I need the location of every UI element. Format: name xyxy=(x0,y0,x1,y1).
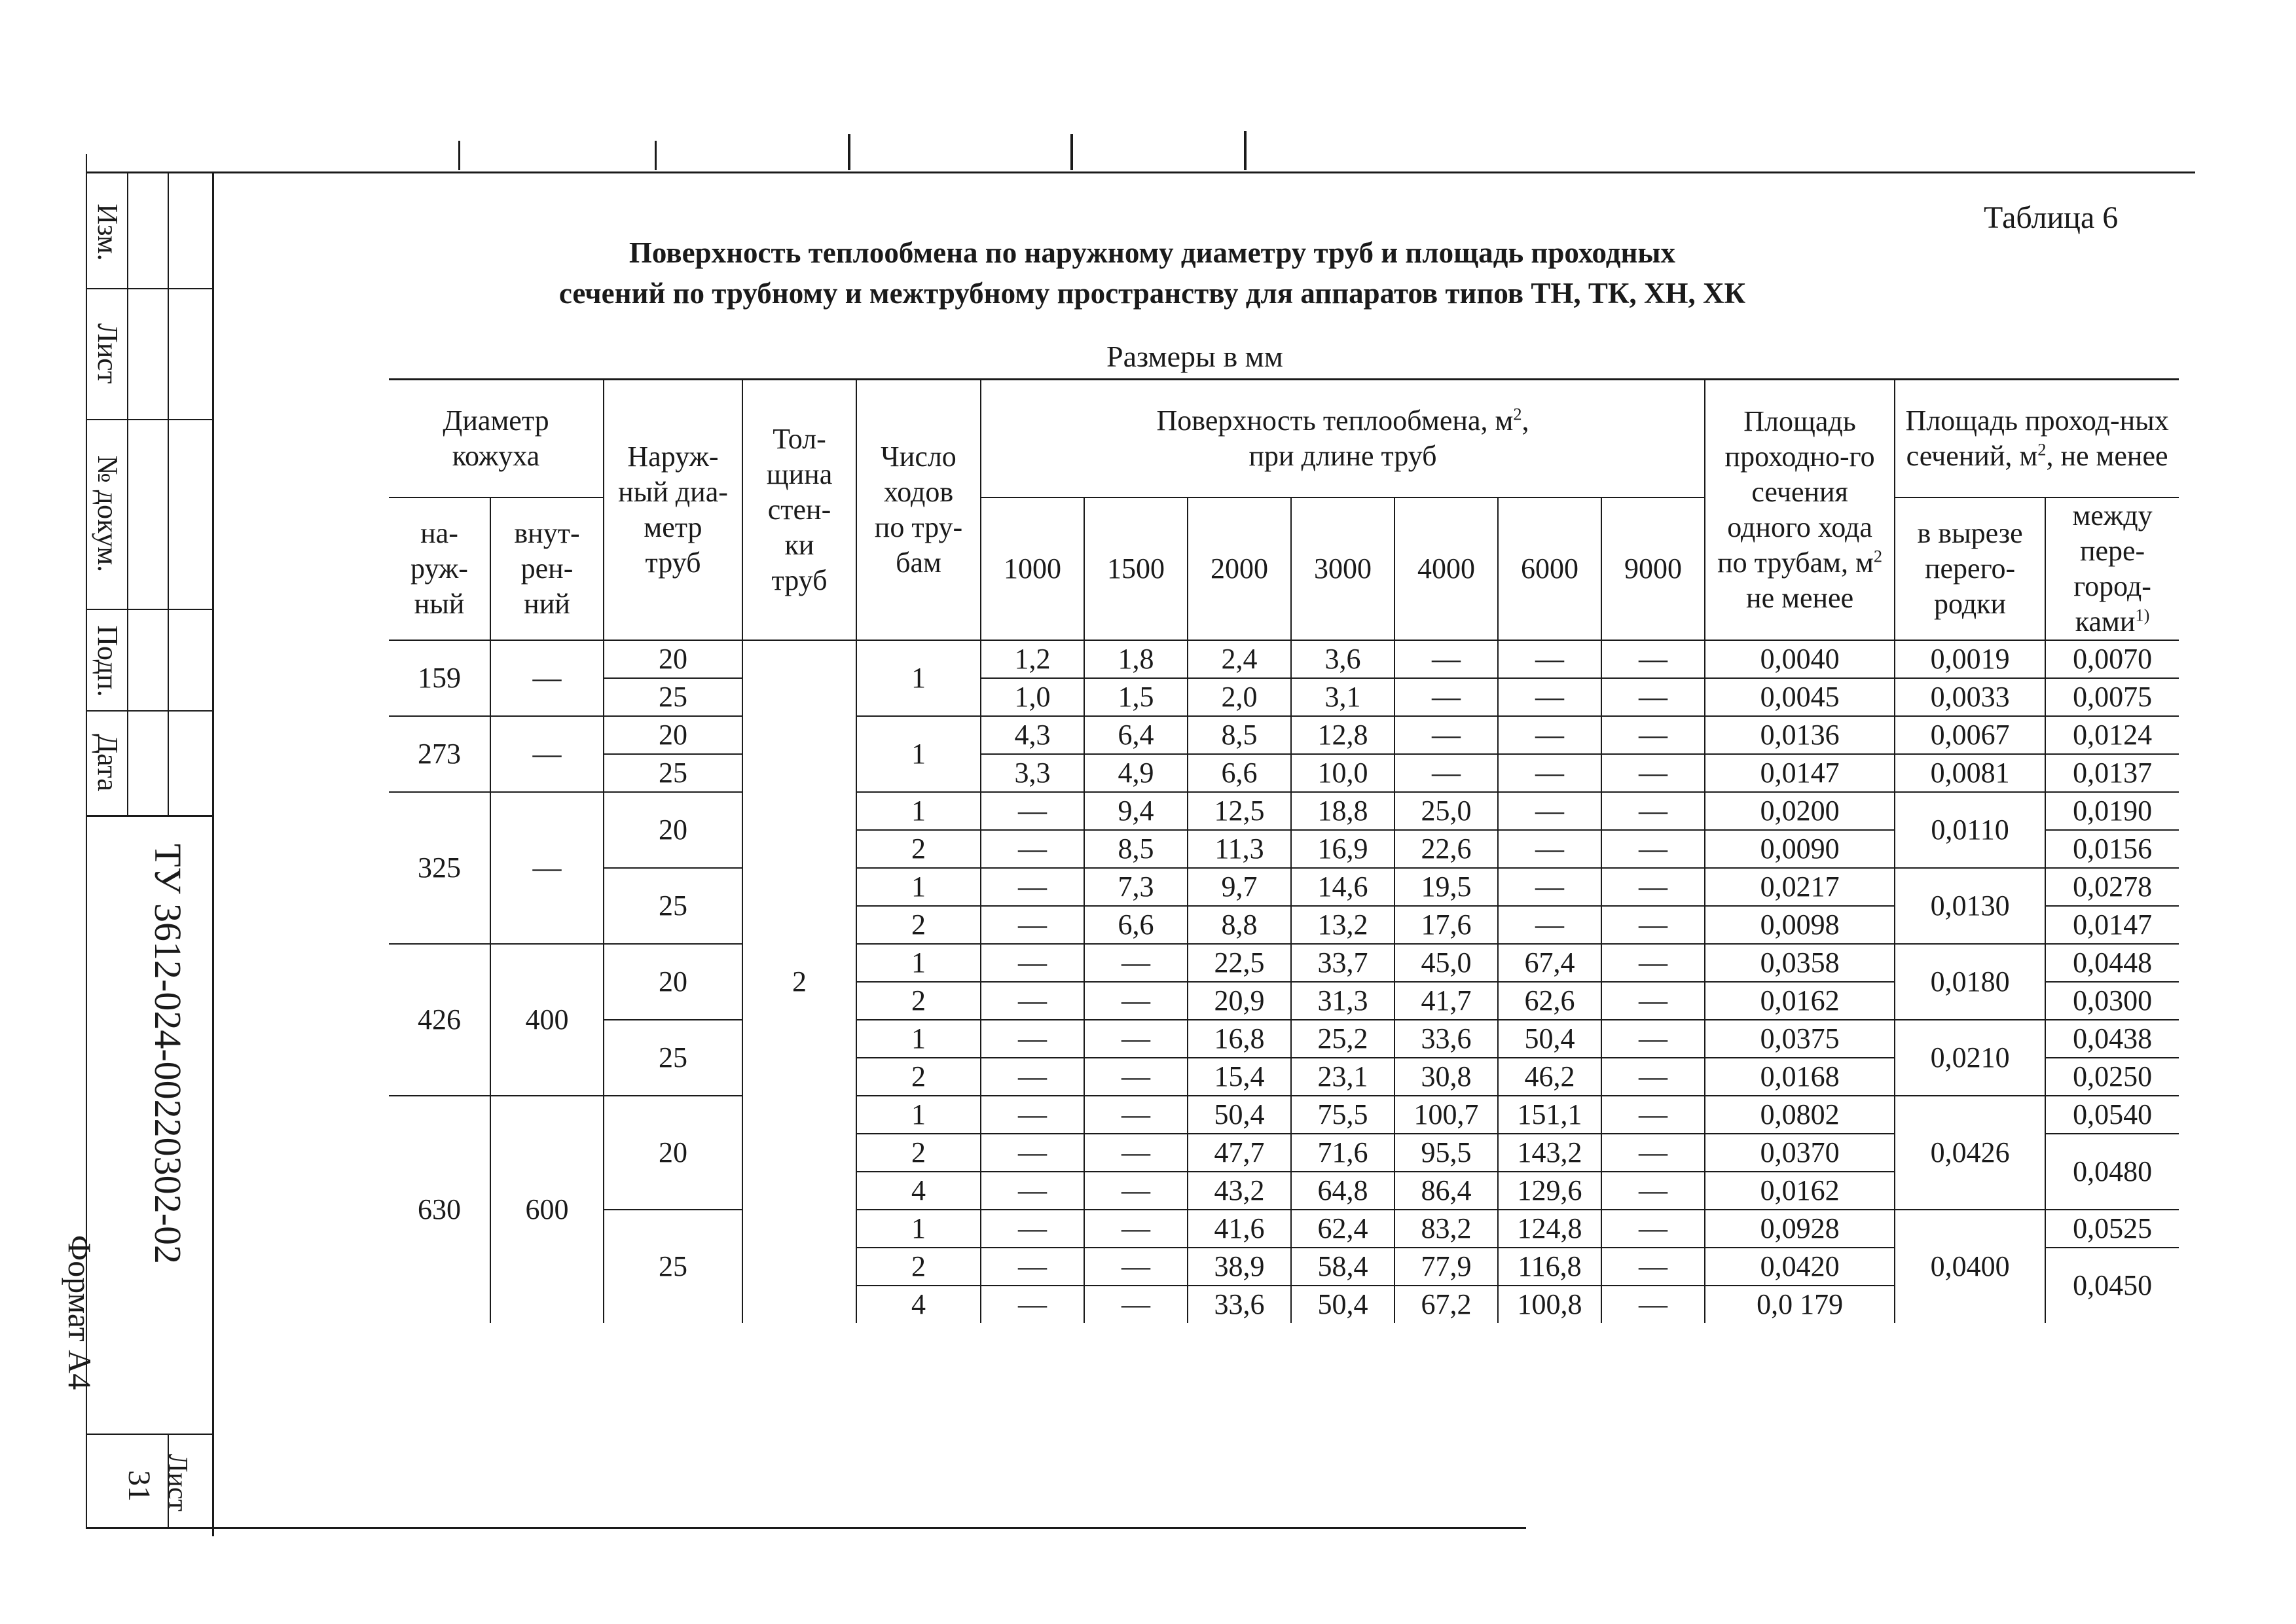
cell-one-pass: 0,0045 xyxy=(1705,678,1895,716)
table-row xyxy=(389,678,2179,716)
cell-inner: 400 xyxy=(490,944,604,1096)
cell-l3000: 16,9 xyxy=(1291,830,1394,868)
cell-between: 0,0124 xyxy=(2045,716,2179,754)
cell-passes: 1 xyxy=(856,716,981,792)
header-length-4000: 4000 xyxy=(1394,497,1498,640)
cell-l6000: — xyxy=(1498,830,1601,868)
cell-one-pass: 0,0136 xyxy=(1705,716,1895,754)
cell-l2000: 9,7 xyxy=(1188,868,1291,906)
cell-l9000: — xyxy=(1601,906,1705,944)
cell-passes: 2 xyxy=(856,1058,981,1096)
cell-wall-thickness: 2 xyxy=(742,640,856,1323)
table-row xyxy=(389,640,2179,678)
top-tick xyxy=(1244,131,1247,170)
cell-l9000: — xyxy=(1601,716,1705,754)
header-inner: внут-рен-ний xyxy=(490,497,604,640)
cell-passes: 1 xyxy=(856,1096,981,1134)
header-surface-line2: при длине труб xyxy=(1248,439,1437,472)
table-row xyxy=(389,1096,2179,1134)
cell-l9000: — xyxy=(1601,944,1705,982)
cell-l6000: — xyxy=(1498,754,1601,792)
format-label: Формат А4 xyxy=(62,1235,98,1390)
stamp-col-line xyxy=(168,171,169,816)
top-tick xyxy=(458,141,460,170)
cell-passes: 2 xyxy=(856,830,981,868)
cell-l3000: 50,4 xyxy=(1291,1286,1394,1323)
cell-inner: — xyxy=(490,640,604,716)
header-surface-suffix: , xyxy=(1522,404,1529,437)
cell-passes: 4 xyxy=(856,1172,981,1210)
header-length-1000: 1000 xyxy=(981,497,1084,640)
table-row xyxy=(389,754,2179,792)
cell-between: 0,0480 xyxy=(2045,1134,2179,1210)
header-one-pass-area-text: Площадь проходно-го сечения одного хода по трубам, м xyxy=(1717,405,1875,579)
document-code: ТУ 3612-024-00220302-02 xyxy=(147,844,189,1264)
cell-l6000: — xyxy=(1498,716,1601,754)
sheet-number: 31 xyxy=(122,1470,156,1502)
cell-between: 0,0300 xyxy=(2045,982,2179,1020)
cell-passes: 2 xyxy=(856,1248,981,1286)
cell-in-cut: 0,0067 xyxy=(1895,716,2045,754)
cell-between: 0,0147 xyxy=(2045,906,2179,944)
cell-l6000: 116,8 xyxy=(1498,1248,1601,1286)
cell-l2000: 16,8 xyxy=(1188,1020,1291,1058)
stamp-change-label: Изм. xyxy=(92,204,124,261)
cell-l9000: — xyxy=(1601,830,1705,868)
cell-passes: 1 xyxy=(856,1210,981,1248)
title-line-1: Поверхность теплообмена по наружному диаметру труб и площадь проходных xyxy=(629,236,1676,269)
cell-l3000: 12,8 xyxy=(1291,716,1394,754)
cell-l4000: — xyxy=(1394,716,1498,754)
header-surface-sup: 2 xyxy=(1513,404,1522,424)
cell-l3000: 64,8 xyxy=(1291,1172,1394,1210)
cell-l2000: 8,5 xyxy=(1188,716,1291,754)
table-number: Таблица 6 xyxy=(1984,200,2119,235)
cell-l9000: — xyxy=(1601,678,1705,716)
cell-in-cut: 0,0081 xyxy=(1895,754,2045,792)
cell-l1000: 1,2 xyxy=(981,640,1084,678)
cell-l9000: — xyxy=(1601,1096,1705,1134)
cell-l9000: — xyxy=(1601,792,1705,830)
cell-between: 0,0137 xyxy=(2045,754,2179,792)
header-between xyxy=(2045,497,2179,640)
top-tick xyxy=(1070,134,1073,170)
header-length-9000: 9000 xyxy=(1601,497,1705,640)
header-between-text: между пере-город-ками xyxy=(2072,499,2153,638)
cell-l1500: — xyxy=(1084,1172,1188,1210)
cell-in-cut: 0,0400 xyxy=(1895,1210,2045,1323)
cell-tube-d: 20 xyxy=(604,792,742,868)
cell-l4000: 30,8 xyxy=(1394,1058,1498,1096)
cell-l3000: 75,5 xyxy=(1291,1096,1394,1134)
header-length-3000: 3000 xyxy=(1291,497,1394,640)
header-length-2000: 2000 xyxy=(1188,497,1291,640)
cell-one-pass: 0,0375 xyxy=(1705,1020,1895,1058)
cell-in-cut: 0,0130 xyxy=(1895,868,2045,944)
cell-l1500: — xyxy=(1084,982,1188,1020)
cell-l4000: 45,0 xyxy=(1394,944,1498,982)
table-row xyxy=(389,1020,2179,1058)
cell-l1000: 3,3 xyxy=(981,754,1084,792)
cell-one-pass: 0,0370 xyxy=(1705,1134,1895,1172)
cell-l1500: 4,9 xyxy=(1084,754,1188,792)
cell-one-pass: 0,0162 xyxy=(1705,1172,1895,1210)
cell-passes: 4 xyxy=(856,1286,981,1323)
stamp-sheet-box-top xyxy=(86,1434,213,1435)
cell-outer: 630 xyxy=(389,1096,490,1323)
table-row xyxy=(389,944,2179,982)
cell-between: 0,0448 xyxy=(2045,944,2179,982)
cell-one-pass: 0,0200 xyxy=(1705,792,1895,830)
cell-between: 0,0540 xyxy=(2045,1096,2179,1134)
stamp-sheet-caption: Лист xyxy=(162,1454,192,1511)
cell-l1000: — xyxy=(981,1210,1084,1248)
header-surface xyxy=(981,380,1705,497)
cell-l1000: — xyxy=(981,1172,1084,1210)
cell-passes: 1 xyxy=(856,1020,981,1058)
cell-l2000: 33,6 xyxy=(1188,1286,1291,1323)
cell-l2000: 2,4 xyxy=(1188,640,1291,678)
cell-passes: 2 xyxy=(856,906,981,944)
header-in-cut: в вырезе перего-родки xyxy=(1895,497,2045,640)
units-note: Размеры в мм xyxy=(1106,340,1283,373)
cell-l2000: 22,5 xyxy=(1188,944,1291,982)
stamp-col-line xyxy=(127,171,128,816)
cell-l2000: 8,8 xyxy=(1188,906,1291,944)
cell-one-pass: 0,0928 xyxy=(1705,1210,1895,1248)
cell-one-pass: 0,0090 xyxy=(1705,830,1895,868)
cell-l9000: — xyxy=(1601,640,1705,678)
cell-between: 0,0450 xyxy=(2045,1248,2179,1323)
cell-l1000: — xyxy=(981,1020,1084,1058)
cell-l3000: 62,4 xyxy=(1291,1210,1394,1248)
cell-l6000: — xyxy=(1498,640,1601,678)
header-passes: Число ходов по тру-бам xyxy=(856,380,981,640)
cell-l1000: — xyxy=(981,868,1084,906)
frame-top xyxy=(87,171,2195,173)
top-tick xyxy=(655,141,657,170)
cell-passes: 2 xyxy=(856,1134,981,1172)
cell-between: 0,0190 xyxy=(2045,792,2179,830)
header-one-pass-area-tail: не менее xyxy=(1746,581,1854,614)
cell-l2000: 43,2 xyxy=(1188,1172,1291,1210)
cell-l3000: 58,4 xyxy=(1291,1248,1394,1286)
cell-l3000: 13,2 xyxy=(1291,906,1394,944)
cell-l9000: — xyxy=(1601,868,1705,906)
cell-l1500: — xyxy=(1084,1096,1188,1134)
cell-tube-d: 25 xyxy=(604,678,742,716)
cell-passes: 1 xyxy=(856,640,981,716)
table-title xyxy=(367,232,1938,314)
cell-l6000: — xyxy=(1498,792,1601,830)
cell-one-pass: 0,0358 xyxy=(1705,944,1895,982)
cell-l1000: — xyxy=(981,1058,1084,1096)
cell-l4000: 41,7 xyxy=(1394,982,1498,1020)
header-wall-thickness: Тол-щина стен-ки труб xyxy=(742,380,856,640)
cell-l3000: 33,7 xyxy=(1291,944,1394,982)
cell-l1000: — xyxy=(981,982,1084,1020)
header-outer: на-руж-ный xyxy=(389,497,490,640)
cell-l3000: 10,0 xyxy=(1291,754,1394,792)
cell-l4000: 86,4 xyxy=(1394,1172,1498,1210)
cell-l1500: 9,4 xyxy=(1084,792,1188,830)
cell-l4000: 83,2 xyxy=(1394,1210,1498,1248)
stamp-row-line xyxy=(86,419,213,420)
cell-l3000: 14,6 xyxy=(1291,868,1394,906)
cell-l1000: — xyxy=(981,1248,1084,1286)
cell-l1000: — xyxy=(981,1134,1084,1172)
cell-l9000: — xyxy=(1601,754,1705,792)
stamp-sheet-label: Лист xyxy=(92,323,124,384)
cell-l9000: — xyxy=(1601,1058,1705,1096)
header-one-pass-area-sup: 2 xyxy=(1873,546,1883,566)
cell-tube-d: 25 xyxy=(604,1210,742,1323)
header-one-pass-area xyxy=(1705,380,1895,640)
header-sections-area-tail: , не менее xyxy=(2046,439,2168,472)
cell-l1000: — xyxy=(981,944,1084,982)
cell-tube-d: 20 xyxy=(604,640,742,678)
cell-tube-d: 20 xyxy=(604,1096,742,1210)
header-tube-outer-diameter: Наруж-ный диа-метр труб xyxy=(604,380,742,640)
cell-outer: 159 xyxy=(389,640,490,716)
heat-exchange-table xyxy=(389,378,2179,1323)
cell-l1000: 1,0 xyxy=(981,678,1084,716)
cell-in-cut: 0,0019 xyxy=(1895,640,2045,678)
cell-passes: 1 xyxy=(856,944,981,982)
cell-l4000: — xyxy=(1394,640,1498,678)
cell-l2000: 47,7 xyxy=(1188,1134,1291,1172)
cell-l9000: — xyxy=(1601,1286,1705,1323)
cell-l6000: 62,6 xyxy=(1498,982,1601,1020)
cell-l6000: — xyxy=(1498,868,1601,906)
cell-l6000: 67,4 xyxy=(1498,944,1601,982)
cell-l4000: — xyxy=(1394,754,1498,792)
cell-in-cut: 0,0033 xyxy=(1895,678,2045,716)
cell-l9000: — xyxy=(1601,1020,1705,1058)
cell-l6000: 46,2 xyxy=(1498,1058,1601,1096)
cell-between: 0,0278 xyxy=(2045,868,2179,906)
cell-l6000: 129,6 xyxy=(1498,1172,1601,1210)
cell-l6000: 100,8 xyxy=(1498,1286,1601,1323)
cell-l3000: 31,3 xyxy=(1291,982,1394,1020)
cell-l1500: — xyxy=(1084,1210,1188,1248)
cell-l4000: 100,7 xyxy=(1394,1096,1498,1134)
cell-inner: — xyxy=(490,716,604,792)
cell-l4000: 19,5 xyxy=(1394,868,1498,906)
cell-l4000: 77,9 xyxy=(1394,1248,1498,1286)
cell-tube-d: 25 xyxy=(604,754,742,792)
header-surface-text: Поверхность теплообмена, м xyxy=(1156,404,1514,437)
cell-l1500: — xyxy=(1084,1020,1188,1058)
cell-l4000: 95,5 xyxy=(1394,1134,1498,1172)
stamp-doc-label: № докум. xyxy=(92,455,124,573)
frame-bottom xyxy=(86,1527,1526,1529)
cell-tube-d: 25 xyxy=(604,1020,742,1096)
cell-l2000: 38,9 xyxy=(1188,1248,1291,1286)
cell-l2000: 20,9 xyxy=(1188,982,1291,1020)
cell-l4000: 17,6 xyxy=(1394,906,1498,944)
cell-l3000: 3,6 xyxy=(1291,640,1394,678)
cell-one-pass: 0,0217 xyxy=(1705,868,1895,906)
stamp-date-label: Дата xyxy=(92,734,124,791)
cell-one-pass: 0,0802 xyxy=(1705,1096,1895,1134)
cell-l1000: — xyxy=(981,792,1084,830)
cell-one-pass: 0,0098 xyxy=(1705,906,1895,944)
cell-tube-d: 20 xyxy=(604,944,742,1020)
cell-l4000: — xyxy=(1394,678,1498,716)
cell-l1500: — xyxy=(1084,1134,1188,1172)
cell-l6000: 151,1 xyxy=(1498,1096,1601,1134)
cell-l1000: — xyxy=(981,906,1084,944)
cell-l4000: 67,2 xyxy=(1394,1286,1498,1323)
cell-l1000: — xyxy=(981,1096,1084,1134)
cell-l1500: 6,6 xyxy=(1084,906,1188,944)
cell-l4000: 33,6 xyxy=(1394,1020,1498,1058)
table-row xyxy=(389,868,2179,906)
cell-outer: 273 xyxy=(389,716,490,792)
cell-in-cut: 0,0110 xyxy=(1895,792,2045,868)
table-row xyxy=(389,1210,2179,1248)
cell-in-cut: 0,0210 xyxy=(1895,1020,2045,1096)
stamp-sign-label: Подп. xyxy=(92,625,124,697)
cell-l2000: 2,0 xyxy=(1188,678,1291,716)
cell-outer: 325 xyxy=(389,792,490,944)
cell-l2000: 11,3 xyxy=(1188,830,1291,868)
cell-l3000: 3,1 xyxy=(1291,678,1394,716)
cell-l6000: 50,4 xyxy=(1498,1020,1601,1058)
cell-l1500: — xyxy=(1084,944,1188,982)
header-shell-diameter: Диаметр кожуха xyxy=(389,380,604,497)
cell-l9000: — xyxy=(1601,1248,1705,1286)
cell-l9000: — xyxy=(1601,1134,1705,1172)
cell-passes: 1 xyxy=(856,868,981,906)
cell-l6000: 124,8 xyxy=(1498,1210,1601,1248)
header-between-sup: 1) xyxy=(2135,604,2150,624)
cell-outer: 426 xyxy=(389,944,490,1096)
cell-l1500: 6,4 xyxy=(1084,716,1188,754)
cell-l2000: 6,6 xyxy=(1188,754,1291,792)
cell-l1500: — xyxy=(1084,1058,1188,1096)
cell-between: 0,0156 xyxy=(2045,830,2179,868)
cell-between: 0,0075 xyxy=(2045,678,2179,716)
cell-between: 0,0070 xyxy=(2045,640,2179,678)
cell-l9000: — xyxy=(1601,1210,1705,1248)
cell-between: 0,0438 xyxy=(2045,1020,2179,1058)
cell-l6000: 143,2 xyxy=(1498,1134,1601,1172)
cell-l1500: — xyxy=(1084,1248,1188,1286)
header-sections-area-text: Площадь проход-ных сечений, м xyxy=(1905,404,2169,472)
cell-inner: — xyxy=(490,792,604,944)
cell-l3000: 25,2 xyxy=(1291,1020,1394,1058)
cell-l3000: 71,6 xyxy=(1291,1134,1394,1172)
cell-one-pass: 0,0 179 xyxy=(1705,1286,1895,1323)
cell-l2000: 50,4 xyxy=(1188,1096,1291,1134)
cell-l3000: 18,8 xyxy=(1291,792,1394,830)
cell-l6000: — xyxy=(1498,678,1601,716)
table-row xyxy=(389,792,2179,830)
cell-l1500: 8,5 xyxy=(1084,830,1188,868)
cell-tube-d: 25 xyxy=(604,868,742,944)
cell-between: 0,0250 xyxy=(2045,1058,2179,1096)
cell-l2000: 12,5 xyxy=(1188,792,1291,830)
cell-l4000: 22,6 xyxy=(1394,830,1498,868)
cell-one-pass: 0,0420 xyxy=(1705,1248,1895,1286)
cell-between: 0,0525 xyxy=(2045,1210,2179,1248)
cell-inner: 600 xyxy=(490,1096,604,1323)
cell-in-cut: 0,0426 xyxy=(1895,1096,2045,1210)
cell-l1000: 4,3 xyxy=(981,716,1084,754)
frame-left-inner xyxy=(212,171,214,1536)
header-sections-area xyxy=(1895,380,2179,497)
header-sections-area-sup: 2 xyxy=(2037,439,2047,460)
header-length-1500: 1500 xyxy=(1084,497,1188,640)
cell-one-pass: 0,0040 xyxy=(1705,640,1895,678)
cell-l1500: — xyxy=(1084,1286,1188,1323)
cell-in-cut: 0,0180 xyxy=(1895,944,2045,1020)
cell-one-pass: 0,0162 xyxy=(1705,982,1895,1020)
cell-l1000: — xyxy=(981,830,1084,868)
cell-l9000: — xyxy=(1601,1172,1705,1210)
cell-l1500: 1,8 xyxy=(1084,640,1188,678)
cell-l1500: 1,5 xyxy=(1084,678,1188,716)
title-line-2: сечений по трубному и межтрубному пространству для аппаратов типов ТН, ТК, ХН, ХК xyxy=(558,277,1746,310)
cell-one-pass: 0,0147 xyxy=(1705,754,1895,792)
cell-passes: 1 xyxy=(856,792,981,830)
table-row xyxy=(389,716,2179,754)
cell-l3000: 23,1 xyxy=(1291,1058,1394,1096)
header-length-6000: 6000 xyxy=(1498,497,1601,640)
cell-one-pass: 0,0168 xyxy=(1705,1058,1895,1096)
cell-l6000: — xyxy=(1498,906,1601,944)
cell-l1500: 7,3 xyxy=(1084,868,1188,906)
cell-l4000: 25,0 xyxy=(1394,792,1498,830)
cell-passes: 2 xyxy=(856,982,981,1020)
cell-tube-d: 20 xyxy=(604,716,742,754)
cell-l9000: — xyxy=(1601,982,1705,1020)
cell-l1000: — xyxy=(981,1286,1084,1323)
top-tick xyxy=(848,134,850,170)
cell-l2000: 15,4 xyxy=(1188,1058,1291,1096)
cell-l2000: 41,6 xyxy=(1188,1210,1291,1248)
